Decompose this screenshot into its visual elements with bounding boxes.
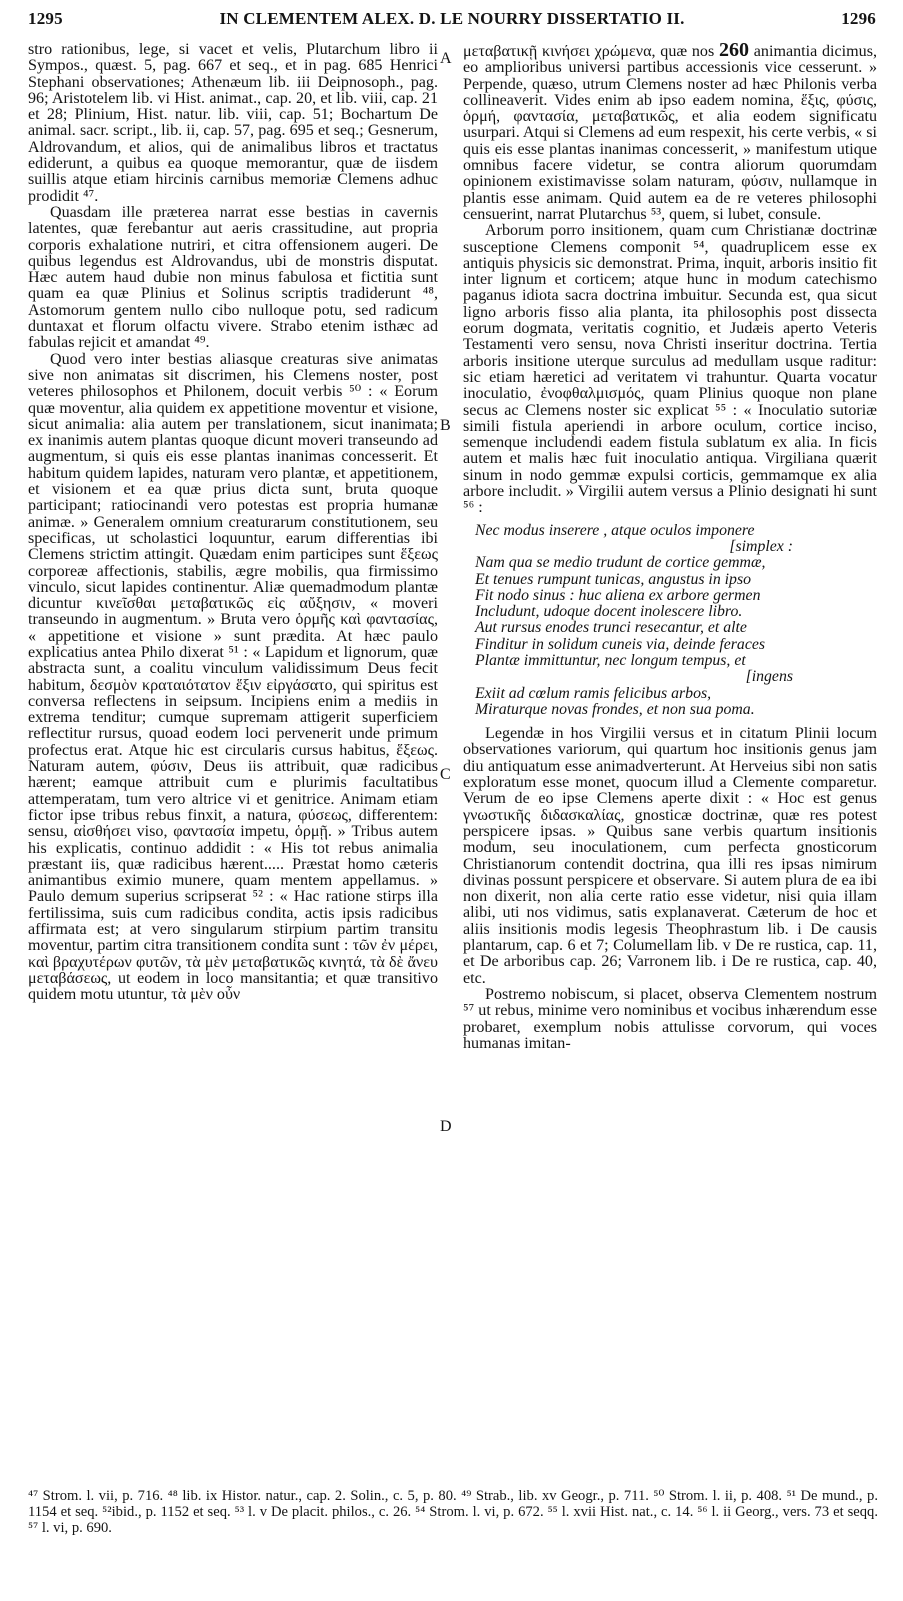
verse-line-runover: [ingens	[745, 668, 793, 686]
page-number-right: 1296	[841, 9, 876, 28]
paragraph: stro rationibus, lege, si vacet et velis, Plutarchum libro ii Sympos., quæst. 5, pag. 667 et seq., et in pag. 685 Henrici Stephani observationes; Athenæum lib. iii Deipnosoph., pag. 96; Aristotelem lib. vi Hist. animat., cap. 20, et lib. viii, cap. 21 et 28; Plinium, Hist. natur. lib. viii, cap. 51; Bochartum De animal. sacr. script., lib. ii, cap. 57, pag. 695 et seq.; Gesnerum, Aldrovandum, et alios, qui de animalibus libros et tractatus ediderunt, a quibus ea quoque memorantur, quæ de iisdem suillis atque etiam hircinis carnibus memoriæ Clemens adhuc prodidit ⁴⁷.	[28, 41, 438, 205]
verse-line: Aut rursus enodes trunci resecantur, et alte	[475, 619, 747, 637]
verse-line: Fit nodo sinus : huc aliena ex arbore germen	[475, 586, 761, 604]
footnote-text: ⁴⁷ Strom. l. vii, p. 716. ⁴⁸ lib. ix Histor. natur., cap. 2. Solin., c. 5, p. 80. ⁴⁹ Strab., lib. xv Geogr., p. 711. ⁵⁰ Strom. l. ii, p. 408. ⁵¹ De mund., p. 1154 et seq. ⁵²ibid., p. 1152 et seq. ⁵³ l. v De placit. philos., c. 26. ⁵⁴ Strom. l. vi, p. 672. ⁵⁵ l. xvii Hist. nat., c. 14. ⁵⁶ l. ii Georg., vers. 73 et seqq. ⁵⁷ l. vi, p. 690.	[28, 1488, 878, 1536]
verse-line: Nec modus inserere , atque oculos imponere	[475, 521, 755, 539]
margin-letter-a: A	[440, 50, 452, 67]
verse-line: Finditur in solidum cuneis via, deinde feraces	[475, 635, 765, 653]
verse-quotation	[475, 523, 877, 719]
paragraph-text: animantia dicimus, eo amplioribus universi partibus accessionis vice cesserunt. » Perpende, quæso, utrum Clemens noster ad hæc Philonis verba collineaverit. Vides enim ab ipso eadem nomina, ἕξις, φύσις, ὁρμή, φαντασία, μεταβατικῶς, et alia eodem significatu usurpari. Atqui si Clemens ad eum respexit, his certe verbis, « si quis eis esse plantas inanimas concesserit, » manifestum utique omnibus facere videtur, se contra aliorum quorumdam opinionem existimavisse solam naturam, φύσιν, nullamque in plantis esse animam. Quid autem ea de re veteres philosophi censuerint, narrat Plutarchus ⁵³, quem, si lubet, consule.	[463, 43, 877, 223]
running-header	[28, 9, 876, 33]
paragraph: Legendæ in hos Virgilii versus et in citatum Plinii locum observationes variorum, qui quartum hoc insitionis genus jam diu antiquatum esse animadverterunt. At Herveius sibi non satis exploratum esse monet, quocum illud a Clemente comparetur. Verum de eo ipse Clemens aperte dixit : « Hoc est genus γνωστικῆς διδασκαλίας, gnosticæ doctrinæ, quæ res potest perspicere ipsas. » Quibus sane verbis quartum insitionis modum, seu inoculationem, cum perfecta gnosticorum Christianorum contendit doctrina, qua illi res ipsas nimirum divinas possunt perspicere et observare. Si autem plura de ea ibi non dixerit, non alia certe ratio esse videtur, nisi quia illam alibi, uti nos vidimus, satis explanaverat. Cæterum de hoc et aliis insitionis modis legesis Theophrastum lib. i De causis plantarum, cap. 6 et 7; Columellam lib. v De re rustica, cap. 11, et De arboribus cap. 26; Varronem lib. i De re rustica, cap. 40, etc.	[463, 725, 877, 987]
running-title: IN CLEMENTEM ALEX. D. LE NOURRY DISSERTATIO II.	[219, 9, 685, 28]
verse-line: Et tenues rumpunt tunicas, angustus in ipso	[475, 570, 752, 588]
paragraph	[463, 39, 877, 223]
verse-line: Exiit ad cœlum ramis felicibus arbos,	[475, 684, 712, 702]
verse-line-runover: [simplex :	[729, 537, 793, 555]
paragraph-text: μεταβατικῇ κινήσει χρώμενα, quæ nos	[463, 43, 715, 60]
verse-line: Includunt, udoque docent inolescere libro.	[475, 603, 743, 621]
verse-line: Miraturque novas frondes, et non sua poma.	[475, 700, 755, 718]
verse-line: Nam qua se medio trudunt de cortice gemmæ,	[475, 554, 766, 572]
paragraph: Arborum porro insitionem, quam cum Christianæ doctrinæ susceptione Clemens componit ⁵⁴, quadruplicem esse ex antiquis physicis sic demonstrat. Prima, inquit, arboris insitio fit inter lignum et corticem; atque hunc in modum catechismo paganus idiota sacra doctrina imbuitur. Secunda est, qua sicut ligno arboris fisso alia planta, ita philosophis post dissecta eorum dogmata, veritatis cognitio, et Judæis aperto Veteris Testamenti vero sensu, nova Christi inseritur doctrina. Tertia arboris insitione uterque surculus ad medullam usque raditur: sic etiam hæretici ad veritatem vi trahuntur. Quarta vocatur inoculatio, ἐνοφθαλμισμός, quam Plinius quoque non plane secus ac Clemens noster sic explicat ⁵⁵ : « Inoculatio sutoriæ simili fistula aperiendi in arbore oculum, cortice inciso, semenque includendi eadem fistula sublatum ex alia. In ficis autem et malis hæc fuit inoculatio antiqua. Virgiliana quærit sinum in nodo gemmæ expulsi corticis, gemmamque ex alia arbore includit. » Virgilii autem versus a Plinio designati hi sunt ⁵⁶ :	[463, 222, 877, 517]
paragraph: Postremo nobiscum, si placet, observa Clementem nostrum ⁵⁷ ut rebus, minime vero nominibus et vocibus inhærendum esse probaret, exemplum nobis attulisse corvorum, qui voces humanas imitan-	[463, 985, 877, 1052]
margin-letter-b: B	[440, 417, 451, 434]
verse-line: Plantæ immittuntur, nec longum tempus, et	[475, 651, 746, 669]
page-number-left: 1295	[28, 9, 63, 28]
left-column	[28, 42, 438, 1004]
margin-letter-d: D	[440, 1118, 452, 1135]
footnotes	[28, 1488, 878, 1536]
margin-letter-c: C	[440, 766, 451, 783]
column-number: 260	[719, 39, 750, 61]
paragraph: Quod vero inter bestias aliasque creaturas sive animatas sive non animatas sit discrimen, his Clemens noster, post veteres philosophos et Philonem, docuit verbis ⁵⁰ : « Eorum quæ moventur, alia quidem ex appetitione moventur et visione, sicut animalia: alia autem per translationem, sicut inanimata; ex inanimis autem plantas quoque dicunt moveri transeundo ad augmentum, si quis eis esse plantas inanimas concesserit. Et habitum quidem lapides, naturam vero plantæ, et appetitionem, et visionem et ea quæ prius dicta sunt, bruta quoque participant; ratiocinandi vero potestas est propria humanæ animæ. » Generalem omnium creaturarum constitutionem, seu specificas, ut scholastici loquuntur, earum differentias ibi Clemens strictim attingit. Quædam enim participes sunt ἕξεως corporeæ affectionis, stabilis, ægre mobilis, qua firmissimo vinculo, sicut lapides continentur. Aliæ quemadmodum plantæ dicuntur κινεῖσθαι μεταβατικῶς εἰς αὔξησιν, « moveri transeundo in augmentum. » Bruta vero ὁρμῆς καὶ φαντασίας, « appetitione et visione » sunt prædita. At hæc paulo explicatius antea Philo dixerat ⁵¹ : « Lapidum et lignorum, quæ abstracta sunt, a coalitu vinculum validissimum Deus fecit habitum, δεσμὸν κραταιότατον ἕξιν εἰργάσατο, qui spiritus est conversa reflectens in seipsum. Incipiens enim a mediis in extrema tenditur; cumque supremam attigerit superficiem reflectitur rursus, quoad eodem loci pervenerit unde primum profectus erat. Atque hic est circularis cursus habitus, ἕξεως. Naturam autem, φύσιν, Deus iis attribuit, quæ radicibus hærent; eamque attribuit cum e plurimis facultatibus attemperatam, tum vero altrice vi et genitrice. Animam etiam fictor ipse tribus rebus finxit, a natura, φύσεως, differentem: sensu, αἰσθήσει viso, φαντασία impetu, ὁρμῇ. » Tribus autem his explicatis, continuo addidit : « His tot rebus animalia præstant iis, quæ radicibus hærent..... Præstat homo cæteris animantibus eximio munere, quam mentem appellamus. » Paulo demum superius scripserat ⁵² : « Hac ratione stirps illa fertilissima, suis cum radicibus condita, actis ipsis radicibus affirmata est; at vero singularum stirpium partim transitu moventur, partim citra transitionem condita sunt : τῶν ἐν μέρει, καὶ βραχυτέρων φυτῶν, τὰ μὲν μεταβατικῶς κινητά, τὰ δὲ ἄνευ μεταβάσεως, ut eodem in loco mansitantia; et quæ transitivo quidem motu utuntur, τὰ μὲν οὖν	[28, 350, 438, 1004]
paragraph: Quasdam ille præterea narrat esse bestias in cavernis latentes, quæ ferebantur aut aeris crassitudine, aut propria corporis exhalatione nutriri, et citra offensionem augeri. De quibus legendus est Aldrovandus, ubi de monstris disputat. Hæc autem haud dubie non minus fabulosa et fictitia sunt quam ea quæ Plinius et Solinus scriptis tradiderunt ⁴⁸, Astomorum gentem nullo cibo nulloque potu, sed radicum duntaxat et florum olfactu vivere. Strabo etenim isthæc ad fabulas rejicit et amandat ⁴⁹.	[28, 203, 438, 352]
right-column	[463, 39, 877, 1052]
